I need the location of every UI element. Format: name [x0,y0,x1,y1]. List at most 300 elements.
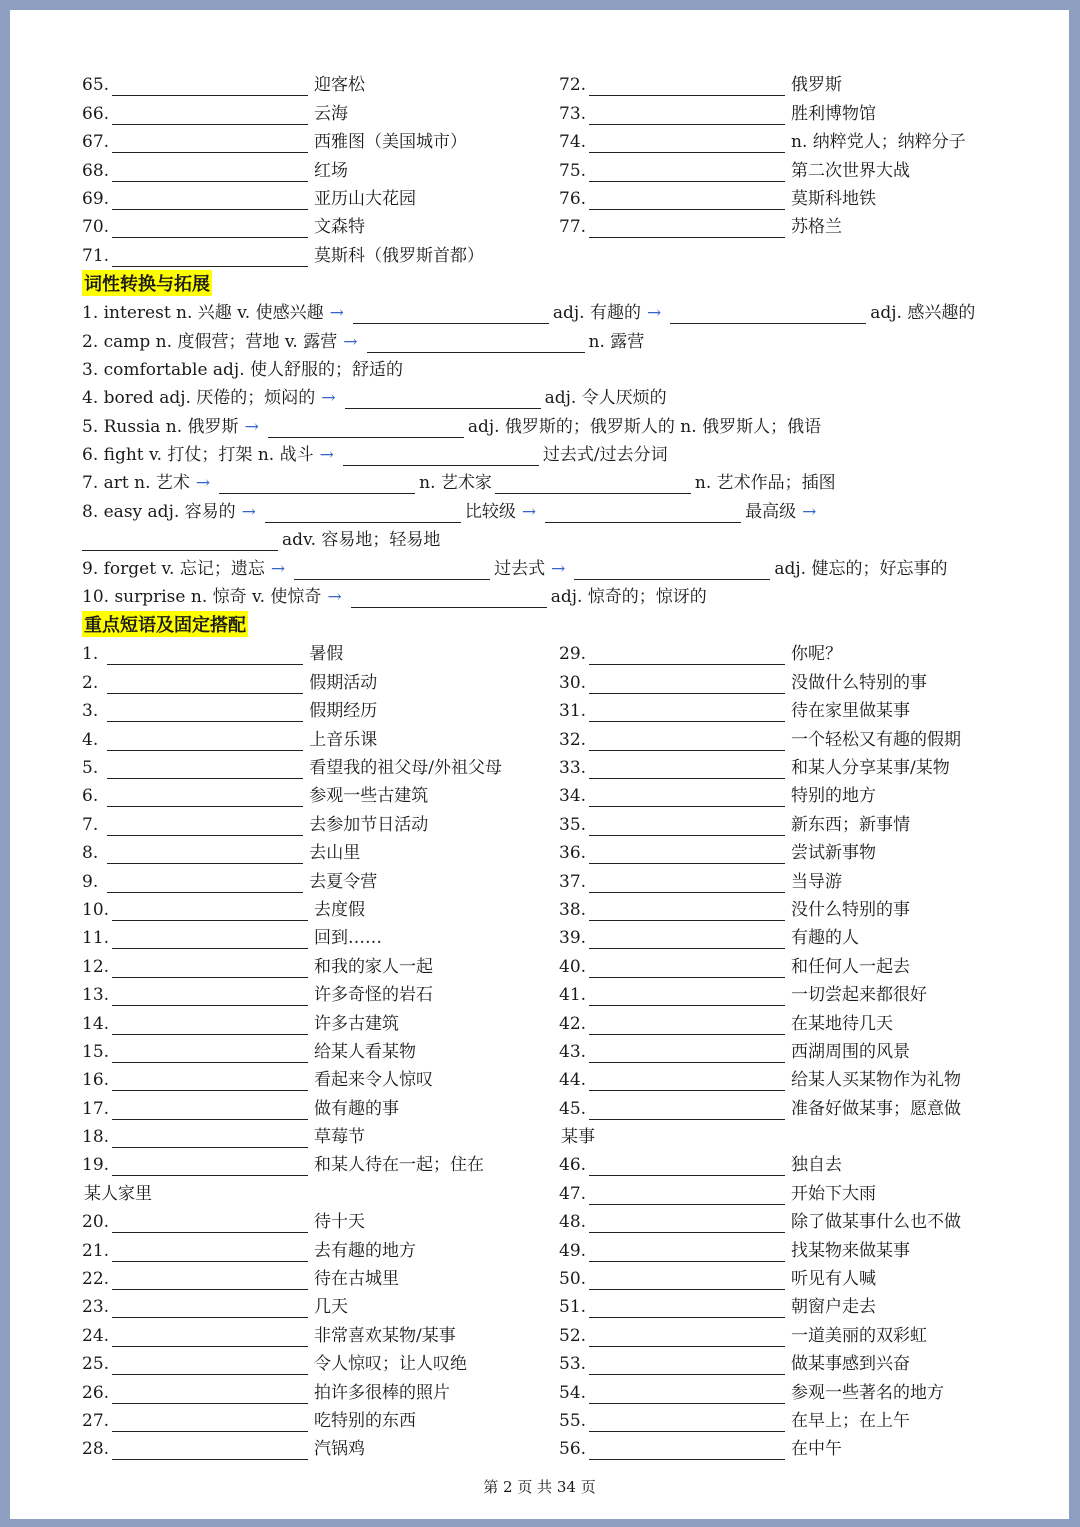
item-text: 2. camp n. 度假营；营地 v. 露营 [82,331,338,352]
list-item-right [559,1382,1002,1404]
list-item-left [82,1098,559,1120]
answer-blank[interactable] [589,1042,785,1063]
list-item-left [82,672,559,694]
item-meaning: 尝试新事物 [791,843,877,864]
item-number: 26. [82,1382,110,1403]
list-row [82,949,1002,977]
vocab-list-top [82,68,1002,267]
answer-blank[interactable] [589,75,785,96]
answer-blank[interactable] [589,1212,785,1233]
answer-blank[interactable] [294,559,490,580]
answer-blank[interactable] [589,786,785,807]
item-meaning: 当导游 [791,871,843,892]
answer-blank[interactable] [107,758,303,779]
answer-blank[interactable] [589,1070,785,1091]
arrow-icon: → [343,331,358,352]
item-meaning: 去参加节日活动 [309,814,429,835]
item-meaning: 一道美丽的双彩虹 [791,1325,928,1346]
answer-blank[interactable] [112,1326,308,1347]
list-item-left [82,74,559,96]
answer-blank[interactable] [107,701,303,722]
item-meaning: 没做什么特别的事 [791,672,928,693]
list-row [82,807,1002,835]
item-meaning: 拍许多很棒的照片 [314,1382,451,1403]
arrow-icon: → [551,558,566,579]
item-number: 70. [82,217,110,238]
item-number: 67. [82,132,110,153]
item-number: 40. [559,956,587,977]
list-row [82,1006,1002,1034]
list-item-right [559,956,1002,978]
list-item-right [559,984,1002,1006]
item-number: 69. [82,188,110,209]
item-number: 27. [82,1410,110,1431]
item-meaning: 吃特别的东西 [314,1410,417,1431]
answer-blank[interactable] [112,132,308,153]
answer-blank[interactable] [589,673,785,694]
arrow-icon: → [241,501,256,522]
list-item-right [559,1325,1002,1347]
answer-blank[interactable] [589,217,785,238]
list-item-right [559,1410,1002,1432]
list-row [82,665,1002,693]
list-row [82,1233,1002,1261]
list-item-right [559,1353,1002,1375]
answer-blank[interactable] [589,1297,785,1318]
item-meaning: 参观一些古建筑 [309,786,429,807]
item-meaning: 新东西；新事情 [791,814,911,835]
answer-blank[interactable] [107,843,303,864]
list-item-left [82,729,559,751]
answer-blank[interactable] [107,786,303,807]
item-meaning: 待在家里做某事 [791,701,911,722]
answer-blank[interactable] [343,445,539,466]
item-meaning: 汽锅鸡 [314,1439,366,1460]
item-meaning: 在中午 [791,1439,843,1460]
item-number: 51. [559,1297,587,1318]
item-meaning: 参观一些著名的地方 [791,1382,945,1403]
item-number: 23. [82,1297,110,1318]
item-meaning: 上音乐课 [309,729,378,750]
document-page [10,10,1069,1519]
item-number: 74. [559,132,587,153]
list-item-left [82,1041,559,1063]
answer-blank[interactable] [112,1354,308,1375]
answer-blank[interactable] [112,1127,308,1148]
list-item-left [82,1069,559,1091]
item-text: n. 艺术作品；插图 [694,473,836,494]
list-item-left [82,1325,559,1347]
answer-blank[interactable] [670,303,866,324]
item-meaning: 莫斯科地铁 [791,188,877,209]
answer-blank[interactable] [589,1411,785,1432]
item-number: 25. [82,1354,110,1375]
list-item-left [82,842,559,864]
answer-blank[interactable] [589,872,785,893]
answer-blank[interactable] [219,473,415,494]
answer-blank[interactable] [107,644,303,665]
item-text: 3. comfortable adj. 使人舒服的；舒适的 [82,359,403,380]
item-number: 44. [559,1070,587,1091]
item-meaning: 草莓节 [314,1127,366,1148]
answer-blank[interactable] [589,1099,785,1120]
item-text: adj. 令人厌烦的 [544,388,667,409]
answer-blank[interactable] [589,1269,785,1290]
item-number: 8. [82,843,99,864]
answer-blank[interactable] [353,303,549,324]
word-form-item-1 [82,296,1002,324]
list-row [82,68,1002,96]
list-item-left [82,1353,559,1375]
answer-blank[interactable] [107,872,303,893]
list-row [82,1375,1002,1403]
list-item-left [82,131,559,153]
item-text: 10. surprise n. 惊奇 v. 使惊奇 [82,587,322,608]
item-number: 73. [559,103,587,124]
item-number: 42. [559,1013,587,1034]
item-number: 13. [82,985,110,1006]
list-item-right [559,672,1002,694]
item-number: 12. [82,956,110,977]
list-row [82,751,1002,779]
list-row [82,1091,1002,1119]
item-meaning: 第二次世界大战 [791,160,911,181]
item-meaning: 文森特 [314,217,366,238]
list-item-right [559,1268,1002,1290]
arrow-icon: → [319,445,334,466]
item-meaning: 去山里 [309,843,361,864]
list-item-right [559,131,1002,153]
list-row [82,96,1002,124]
list-item-right [559,216,1002,238]
answer-blank[interactable] [589,758,785,779]
list-item-left [82,1013,559,1035]
list-item-left [82,1438,559,1460]
list-item-right [559,757,1002,779]
item-number: 22. [82,1269,110,1290]
item-number: 29. [559,644,587,665]
answer-blank[interactable] [589,161,785,182]
list-item-left [82,245,559,267]
answer-blank[interactable] [367,332,585,353]
item-meaning: 一个轻松又有趣的假期 [791,729,962,750]
section-heading-phrases: 重点短语及固定搭配 [82,611,248,637]
item-meaning: 亚历山大花园 [314,188,417,209]
answer-blank[interactable] [112,1241,308,1262]
answer-blank[interactable] [112,1297,308,1318]
item-number: 19. [82,1155,110,1176]
list-row [82,694,1002,722]
item-number: 49. [559,1240,587,1261]
list-row [82,1262,1002,1290]
item-number: 24. [82,1325,110,1346]
item-number: 38. [559,899,587,920]
list-item-right [559,1069,1002,1091]
answer-blank[interactable] [112,1070,308,1091]
item-number: 71. [82,245,110,266]
item-meaning: 令人惊叹；让人叹绝 [314,1354,468,1375]
answer-blank[interactable] [589,1439,785,1460]
list-item-left [82,956,559,978]
item-text: adj. 俄罗斯的；俄罗斯人的 n. 俄罗斯人；俄语 [467,416,822,437]
list-row [82,1205,1002,1233]
item-text: adj. 惊奇的；惊讶的 [550,587,707,608]
answer-blank[interactable] [112,104,308,125]
answer-blank[interactable] [107,673,303,694]
item-meaning: 开始下大雨 [791,1183,877,1204]
answer-blank[interactable] [112,1212,308,1233]
answer-blank[interactable] [589,1354,785,1375]
word-form-item-5 [82,409,1002,437]
item-meaning: 特别的地方 [791,786,877,807]
list-row [82,182,1002,210]
item-meaning: 在早上；在上午 [791,1410,911,1431]
list-item-left [82,160,559,182]
list-row [82,1176,1002,1204]
answer-blank[interactable] [265,502,461,523]
list-item-right [559,1126,1002,1148]
answer-blank[interactable] [112,189,308,210]
item-text: 7. art n. 艺术 [82,473,190,494]
word-form-item-8 [82,494,1002,522]
item-number: 77. [559,217,587,238]
list-item-right [559,899,1002,921]
answer-blank[interactable] [82,530,278,551]
item-meaning: 红场 [314,160,349,181]
answer-blank[interactable] [268,417,464,438]
word-form-item-3 [82,353,1002,381]
list-item-right [559,643,1002,665]
answer-blank[interactable] [351,587,547,608]
item-meaning: 你呢？ [791,644,843,665]
answer-blank[interactable] [495,473,691,494]
answer-blank[interactable] [589,1184,785,1205]
list-row [82,153,1002,181]
item-number: 56. [559,1439,587,1460]
list-item-left [82,757,559,779]
item-number: 33. [559,757,587,778]
item-meaning: 一切尝起来都很好 [791,985,928,1006]
answer-blank[interactable] [589,1241,785,1262]
item-meaning: 找某物来做某事 [791,1240,911,1261]
answer-blank[interactable] [112,985,308,1006]
list-row [82,978,1002,1006]
list-item-left [82,1211,559,1233]
item-number: 76. [559,188,587,209]
list-item-right [559,1098,1002,1120]
item-text: n. 露营 [588,331,645,352]
item-number: 34. [559,786,587,807]
word-form-item-2 [82,324,1002,352]
item-number: 14. [82,1013,110,1034]
item-number: 65. [82,75,110,96]
answer-blank[interactable] [589,701,785,722]
phrase-list [82,637,1002,1460]
item-number: 5. [82,757,99,778]
answer-blank[interactable] [589,985,785,1006]
item-meaning: 去有趣的地方 [314,1240,417,1261]
answer-blank[interactable] [589,189,785,210]
item-meaning: 某人家里 [84,1183,152,1204]
list-item-left [82,700,559,722]
arrow-icon: → [327,587,342,608]
item-number: 43. [559,1041,587,1062]
item-meaning: 许多古建筑 [314,1013,400,1034]
answer-blank[interactable] [345,388,541,409]
item-meaning: 和某人待在一起；住在 [314,1155,485,1176]
item-meaning: n. 纳粹党人；纳粹分子 [791,132,966,153]
answer-blank[interactable] [107,815,303,836]
answer-blank[interactable] [589,928,785,949]
section-heading-word-forms: 词性转换与拓展 [82,270,212,296]
answer-blank[interactable] [112,1155,308,1176]
answer-blank[interactable] [112,217,308,238]
answer-blank[interactable] [112,1042,308,1063]
answer-blank[interactable] [112,928,308,949]
item-number: 21. [82,1240,110,1261]
answer-blank[interactable] [112,1383,308,1404]
item-meaning: 有趣的人 [791,928,860,949]
answer-blank[interactable] [112,246,308,267]
arrow-icon: → [802,501,817,522]
item-meaning: 许多奇怪的岩石 [314,985,434,1006]
answer-blank[interactable] [112,900,308,921]
item-number: 37. [559,871,587,892]
list-row [82,836,1002,864]
item-meaning: 看起来令人惊叹 [314,1070,434,1091]
list-item-left [82,1382,559,1404]
item-meaning: 待在古城里 [314,1269,400,1290]
list-row [82,238,1002,266]
answer-blank[interactable] [589,843,785,864]
item-number: 9. [82,871,99,892]
answer-blank[interactable] [589,1383,785,1404]
item-meaning: 非常喜欢某物/某事 [314,1325,456,1346]
list-row [82,1432,1002,1460]
list-item-left [82,188,559,210]
list-item-left [82,785,559,807]
answer-blank[interactable] [589,957,785,978]
item-text: 4. bored adj. 厌倦的；烦闷的 [82,388,316,409]
answer-blank[interactable] [589,1014,785,1035]
item-text: 8. easy adj. 容易的 [82,501,236,522]
answer-blank[interactable] [589,815,785,836]
item-meaning: 西雅图（美国城市） [314,132,468,153]
item-number: 31. [559,701,587,722]
item-number: 72. [559,75,587,96]
item-text: 最高级 [745,501,797,522]
list-item-left [82,927,559,949]
arrow-icon: → [521,501,537,522]
arrow-icon: → [646,303,662,324]
item-number: 2. [82,672,99,693]
item-meaning: 胜利博物馆 [791,103,877,124]
answer-blank[interactable] [112,1099,308,1120]
answer-blank[interactable] [589,1155,785,1176]
item-number: 11. [82,928,110,949]
item-text: 1. interest n. 兴趣 v. 使感兴趣 [82,303,324,324]
item-text: adv. 容易地；轻易地 [282,530,441,551]
item-number: 16. [82,1070,110,1091]
item-number: 15. [82,1041,110,1062]
item-meaning: 除了做某事什么也不做 [791,1212,962,1233]
answer-blank[interactable] [112,161,308,182]
item-meaning: 听见有人喊 [791,1269,877,1290]
answer-blank[interactable] [545,502,741,523]
list-row [82,1347,1002,1375]
list-item-left [82,1154,559,1176]
item-meaning: 做有趣的事 [314,1098,400,1119]
list-item-left [82,1183,559,1205]
item-number: 30. [559,672,587,693]
list-item-right [559,1183,1002,1205]
item-meaning: 云海 [314,103,349,124]
list-row [82,1148,1002,1176]
arrow-icon: → [195,473,211,494]
answer-blank[interactable] [107,730,303,751]
list-item-right [559,814,1002,836]
word-form-item-9 [82,551,1002,579]
answer-blank[interactable] [112,1269,308,1290]
answer-blank[interactable] [589,104,785,125]
arrow-icon: → [270,558,286,579]
item-meaning: 去度假 [314,899,366,920]
item-number: 54. [559,1382,587,1403]
item-text: adj. 感兴趣的 [870,303,976,324]
item-number: 46. [559,1155,587,1176]
answer-blank[interactable] [589,1326,785,1347]
item-number: 28. [82,1439,110,1460]
list-item-right [559,927,1002,949]
word-form-item-8-cont [82,523,1002,551]
item-number: 41. [559,985,587,1006]
list-item-right [559,74,1002,96]
list-item-right [559,188,1002,210]
item-meaning: 苏格兰 [791,217,843,238]
list-item-right [559,103,1002,125]
answer-blank[interactable] [112,1439,308,1460]
list-row [82,1404,1002,1432]
word-form-item-6 [82,438,1002,466]
list-item-left [82,1126,559,1148]
list-row [82,722,1002,750]
word-forms-list [82,296,1002,608]
answer-blank[interactable] [112,1411,308,1432]
answer-blank[interactable] [589,132,785,153]
item-text: 比较级 [464,501,516,522]
answer-blank[interactable] [112,1014,308,1035]
item-number: 10. [82,899,110,920]
answer-blank[interactable] [589,730,785,751]
item-meaning: 独自去 [791,1155,843,1176]
item-number: 7. [82,814,99,835]
item-number: 47. [559,1183,587,1204]
answer-blank[interactable] [589,644,785,665]
item-number: 4. [82,729,99,750]
answer-blank[interactable] [574,559,770,580]
answer-blank[interactable] [589,900,785,921]
item-meaning: 朝窗户走去 [791,1297,877,1318]
list-row [82,1063,1002,1091]
answer-blank[interactable] [112,957,308,978]
list-row [82,921,1002,949]
item-number: 32. [559,729,587,750]
item-meaning: 给某人买某物作为礼物 [791,1070,962,1091]
list-item-right [559,700,1002,722]
answer-blank[interactable] [112,75,308,96]
item-meaning: 暑假 [309,644,344,665]
item-meaning: 假期经历 [309,701,378,722]
